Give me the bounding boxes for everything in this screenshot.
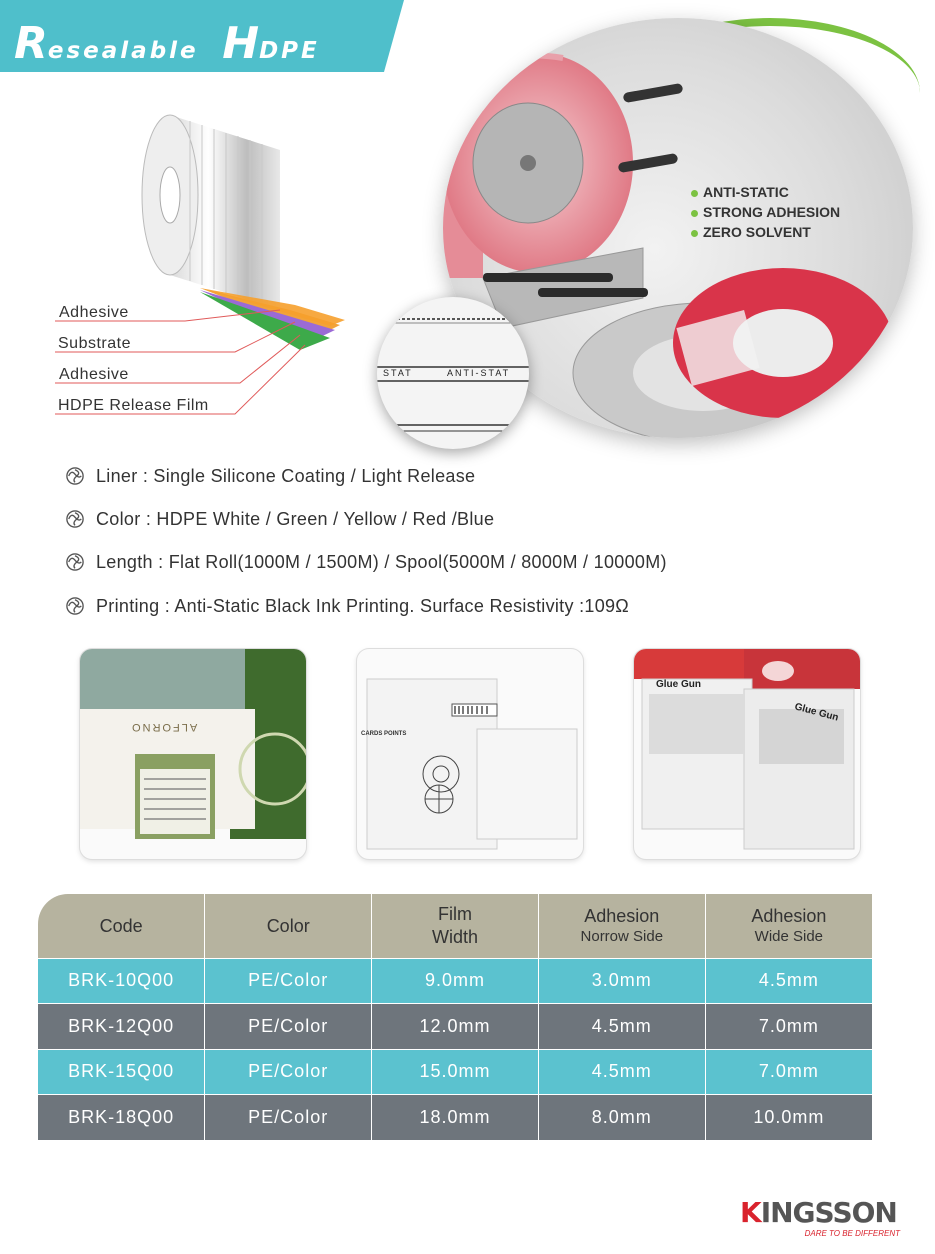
table-row [38,1049,872,1095]
film-print-text-right: ANTI-STAT [447,368,511,378]
cell-adhesion-narrow: 4.5mm [538,1004,705,1050]
hero-bullets [691,184,840,240]
photo-glue-gun-bags [634,649,860,859]
header-adhesion-narrow: Adhesion Norrow Side [538,894,705,958]
cell-adhesion-wide: 4.5mm [705,958,872,1004]
cell-film-width: 15.0mm [372,1049,539,1095]
glue-gun-label-right: Glue Gun [793,701,840,724]
card-points-text: CARDS POINTS [361,731,407,737]
title-initial-h: H [222,18,260,69]
title-initial-r: R [14,18,48,69]
swirl-bullet-icon [66,467,84,485]
bullet-anti-static: ANTI-STATIC [691,184,840,200]
table-row [38,1004,872,1050]
cell-adhesion-narrow: 8.0mm [538,1095,705,1141]
cell-adhesion-wide: 7.0mm [705,1049,872,1095]
film-print-text-left: STAT [383,368,413,378]
header-film-width: Film Width [372,894,539,958]
food-brand-text: ALFORNO [130,721,198,733]
layer-label-substrate: Substrate [58,335,131,352]
cell-adhesion-narrow: 4.5mm [538,1049,705,1095]
cell-film-width: 18.0mm [372,1095,539,1141]
green-dot-icon [691,230,698,237]
glue-gun-label-left: Glue Gun [656,679,701,690]
cell-code: BRK-18Q00 [38,1095,205,1141]
cell-film-width: 9.0mm [372,958,539,1004]
layer-label-adhesive-bottom: Adhesive [59,366,129,383]
film-closeup-circle [377,297,529,449]
green-dot-icon [691,210,698,217]
bullet-zero-solvent: ZERO SOLVENT [691,224,840,240]
header-adhesion-wide: Adhesion Wide Side [705,894,872,958]
feature-liner: Liner : Single Silicone Coating / Light Release [66,466,475,487]
cell-adhesion-wide: 10.0mm [705,1095,872,1141]
card-bags-illustration [357,649,583,859]
logo-wordmark: KINGSSON [740,1196,897,1229]
green-dot-icon [691,190,698,197]
swirl-bullet-icon [66,597,84,615]
title-word-esealable: esealable [47,38,199,64]
layer-label-adhesive-top: Adhesive [59,304,129,321]
header-code: Code [38,894,205,958]
layer-label-release-film: HDPE Release Film [58,397,209,414]
food-package-illustration [80,649,306,859]
bullet-strong-adhesion: STRONG ADHESION [691,204,840,220]
swirl-bullet-icon [66,510,84,528]
feature-color: Color : HDPE White / Green / Yellow / Red /Blue [66,509,494,530]
cell-code: BRK-15Q00 [38,1049,205,1095]
table-row [38,958,872,1004]
spec-table [38,894,872,1140]
cell-adhesion-narrow: 3.0mm [538,958,705,1004]
cell-color: PE/Color [205,958,372,1004]
kingsson-logo [740,1196,900,1242]
page-title [14,18,320,69]
cell-code: BRK-10Q00 [38,958,205,1004]
feature-printing: Printing : Anti-Static Black Ink Printing. Surface Resistivity :109Ω [66,596,629,617]
title-word-dpe: DPE [259,38,320,64]
logo-tagline: DARE TO BE DIFFERENT [804,1229,900,1238]
header-color: Color [205,894,372,958]
photo-food-package [80,649,306,859]
feature-length: Length : Flat Roll(1000M / 1500M) / Spool(5000M / 8000M / 10000M) [66,552,667,573]
cell-film-width: 12.0mm [372,1004,539,1050]
photo-card-bags [357,649,583,859]
cell-code: BRK-12Q00 [38,1004,205,1050]
table-row [38,1095,872,1141]
cell-color: PE/Color [205,1004,372,1050]
cell-color: PE/Color [205,1049,372,1095]
cell-color: PE/Color [205,1095,372,1141]
cell-adhesion-wide: 7.0mm [705,1004,872,1050]
table-header-row [38,894,872,958]
swirl-bullet-icon [66,553,84,571]
